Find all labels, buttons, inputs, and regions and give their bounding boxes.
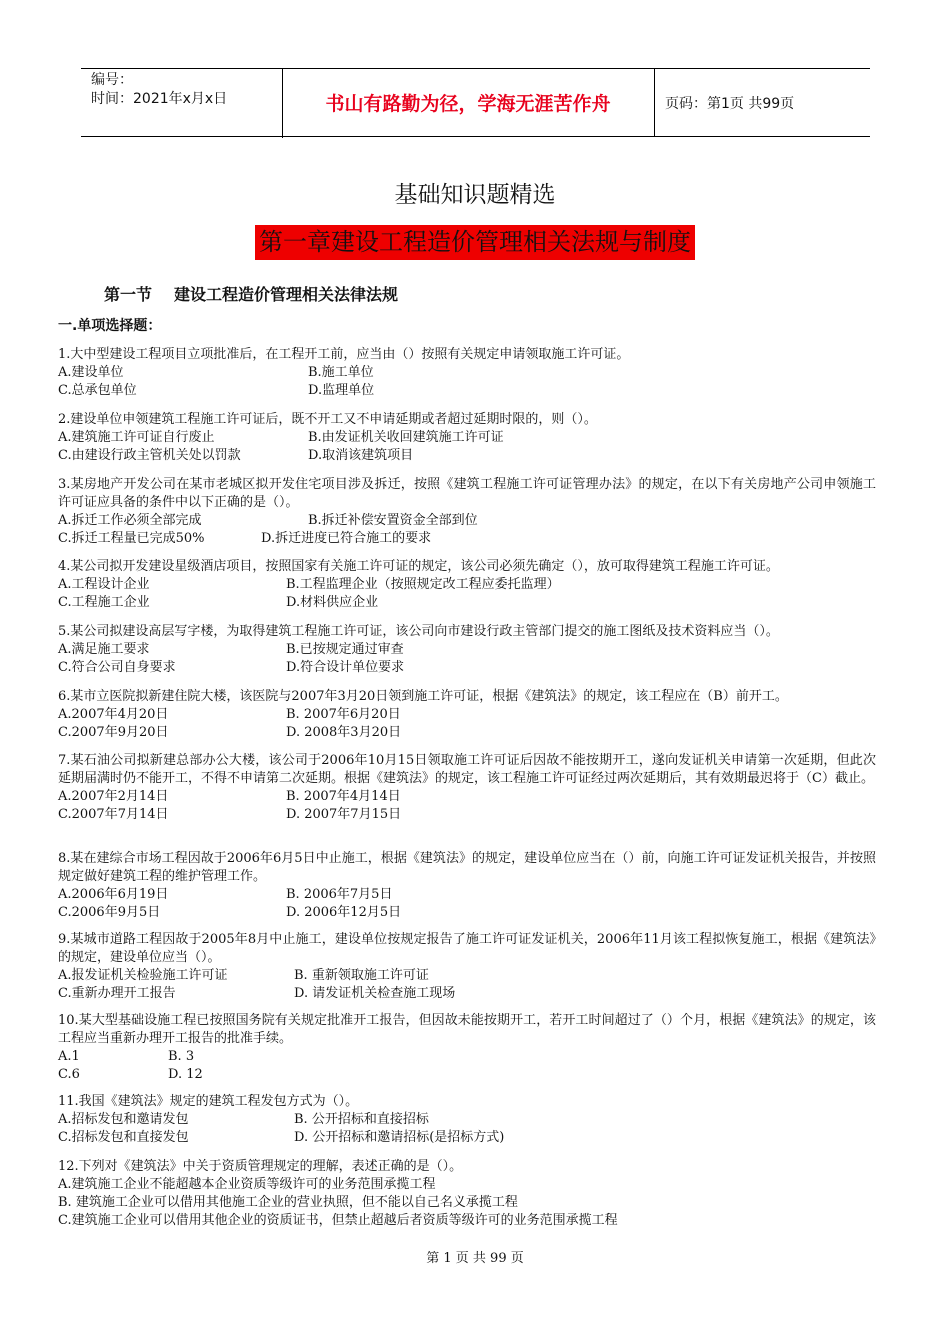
option-row <box>58 1111 876 1129</box>
option-a: A.拆迁工作必须全部完成 <box>58 513 202 528</box>
question-stem: 4.某公司拟开发建设星级酒店项目，按照国家有关施工许可证的规定，该公司必须先确定（），放可取得建筑工程施工许可证。 <box>58 559 779 574</box>
option-d: D.取消该建筑项目 <box>308 448 414 463</box>
page-info: 页码：第1页 共99页 <box>665 95 795 112</box>
option-c: C.重新办理开工报告 <box>58 986 176 1001</box>
option-row <box>58 1129 876 1147</box>
option-row <box>58 985 876 1003</box>
option-row <box>58 576 876 594</box>
option-c: C.符合公司自身要求 <box>58 660 176 675</box>
option-c: C.2006年9月5日 <box>58 905 161 920</box>
question-stem: 5.某公司拟建设高层写字楼，为取得建筑工程施工许可证，该公司向市建设行政主管部门提交的施工图纸及技术资料应当（）。 <box>58 624 779 639</box>
question-11 <box>58 1093 876 1147</box>
question-stem: 3.某房地产开发公司在某市老城区拟开发住宅项目涉及拆迁，按照《建筑工程施工许可证管理办法》的规定，在以下有关房地产公司申领施工许可证应具备的条件中以下正确的是（）。 <box>58 477 876 510</box>
question-5 <box>58 623 876 677</box>
option-row <box>58 1176 876 1194</box>
question-stem: 2.建设单位申领建筑工程施工许可证后，既不开工又不申请延期或者超过延期时限的，则（）。 <box>58 412 597 427</box>
question-2 <box>58 411 876 465</box>
option-row <box>58 1194 876 1212</box>
option-row <box>58 641 876 659</box>
option-b: B. 公开招标和直接招标 <box>294 1112 429 1127</box>
option-b: B. 2007年4月14日 <box>286 789 401 804</box>
option-row <box>58 530 876 548</box>
section-heading <box>104 282 398 305</box>
question-4 <box>58 558 876 612</box>
option-a: A.工程设计企业 <box>58 577 150 592</box>
option-b: B.施工单位 <box>308 365 374 380</box>
option-a: A.建筑施工企业不能超越本企业资质等级许可的业务范围承揽工程 <box>58 1177 436 1192</box>
option-row <box>58 382 876 400</box>
chapter-title: 第一章建设工程造价管理相关法规与制度 <box>255 225 695 260</box>
question-stem: 8.某在建综合市场工程因故于2006年6月5日中止施工，根据《建筑法》的规定，建设单位应当在（）前，向施工许可证发证机关报告，并按照规定做好建筑工程的维护管理工作。 <box>58 851 876 884</box>
option-a: A.报发证机关检验施工许可证 <box>58 968 228 983</box>
option-c: C.由建设行政主管机关处以罚款 <box>58 448 241 463</box>
question-9 <box>58 931 876 1003</box>
document-title: 基础知识题精选 <box>394 182 556 208</box>
option-a: A.2006年6月19日 <box>58 887 169 902</box>
option-c: C.招标发包和直接发包 <box>58 1130 189 1145</box>
option-a: A.建设单位 <box>58 365 124 380</box>
option-a: A.建筑施工许可证自行废止 <box>58 430 215 445</box>
option-d: D. 2007年7月15日 <box>286 807 402 822</box>
question-7 <box>58 752 876 824</box>
option-row <box>58 364 876 382</box>
option-row <box>58 659 876 677</box>
option-row <box>58 512 876 530</box>
option-a: A.1 <box>58 1049 80 1064</box>
option-b: B.已按规定通过审查 <box>286 642 404 657</box>
option-row <box>58 1048 876 1066</box>
option-row <box>58 967 876 985</box>
question-type-heading: 一.单项选择题： <box>58 318 162 334</box>
option-row <box>58 1212 876 1230</box>
option-d: D. 请发证机关检查施工现场 <box>294 986 456 1001</box>
option-b: B. 2006年7月5日 <box>286 887 393 902</box>
option-row <box>58 886 876 904</box>
option-b: B.由发证机关收回建筑施工许可证 <box>308 430 504 445</box>
option-c: C.工程施工企业 <box>58 595 150 610</box>
option-b: B.工程监理企业（按照规定改工程应委托监理） <box>286 577 560 592</box>
option-d: D.监理单位 <box>308 383 375 398</box>
number-label: 编号： <box>91 72 133 88</box>
question-stem: 9.某城市道路工程因故于2005年8月中止施工，建设单位按规定报告了施工许可证发证机关，2006年11月该工程拟恢复施工，根据《建筑法》的规定，建设单位应当（）。 <box>58 932 876 965</box>
option-row <box>58 594 876 612</box>
option-b: B. 3 <box>168 1049 195 1064</box>
question-3 <box>58 476 876 548</box>
option-b: B. 2007年6月20日 <box>286 707 401 722</box>
option-row <box>58 788 876 806</box>
chapter-title-wrap <box>0 225 950 260</box>
option-c: C.总承包单位 <box>58 383 137 398</box>
question-10 <box>58 1012 876 1084</box>
option-a: A.招标发包和邀请发包 <box>58 1112 189 1127</box>
option-d: D. 12 <box>168 1067 203 1082</box>
question-stem: 11.我国《建筑法》规定的建筑工程发包方式为（）。 <box>58 1094 359 1109</box>
option-c: C.建筑施工企业可以借用其他企业的资质证书，但禁止超越后者资质等级许可的业务范围承揽工程 <box>58 1213 618 1228</box>
option-row <box>58 429 876 447</box>
option-a: A.2007年4月20日 <box>58 707 169 722</box>
question-stem: 1.大中型建设工程项目立项批准后，在工程开工前，应当由（）按照有关规定申请领取施工许可证。 <box>58 347 630 362</box>
document-header <box>81 68 870 137</box>
option-d: D.符合设计单位要求 <box>286 660 405 675</box>
option-d: D.材料供应企业 <box>286 595 379 610</box>
option-d: D.拆迁进度已符合施工的要求 <box>261 531 432 546</box>
section-title: 建设工程造价管理相关法律法规 <box>174 285 399 304</box>
option-a: A.满足施工要求 <box>58 642 150 657</box>
question-stem: 12.下列对《建筑法》中关于资质管理规定的理解，表述正确的是（）。 <box>58 1159 463 1174</box>
option-d: D. 2006年12月5日 <box>286 905 402 920</box>
option-c: C.6 <box>58 1067 80 1082</box>
option-row <box>58 1066 876 1084</box>
question-8 <box>58 850 876 922</box>
option-row <box>58 706 876 724</box>
option-c: C.2007年7月14日 <box>58 807 169 822</box>
option-c: C.2007年9月20日 <box>58 725 169 740</box>
motto: 书山有路勤为径，学海无涯苦作舟 <box>282 69 655 136</box>
option-b: B. 建筑施工企业可以借用其他施工企业的营业执照，但不能以自己名义承揽工程 <box>58 1195 518 1210</box>
question-stem: 7.某石油公司拟新建总部办公大楼，该公司于2006年10月15日领取施工许可证后因故不能按期开工，遂向发证机关申请第一次延期，但此次延期届满时仍不能开工，不得不申请第二次延期。根据《建筑法》的规定，该工程施工许可证经过两次延期后，其有效期最迟将于（C）截止。 <box>58 753 876 786</box>
header-meta-cell <box>81 69 283 138</box>
section-number: 第一节 <box>104 285 153 304</box>
option-d: D. 2008年3月20日 <box>286 725 402 740</box>
option-row <box>58 806 876 824</box>
question-stem: 10.某大型基础设施工程已按照国务院有关规定批准开工报告，但因故未能按期开工，若开工时间超过了（）个月，根据《建筑法》的规定，该工程应当重新办理开工报告的批准手续。 <box>58 1013 876 1046</box>
option-b: B. 重新领取施工许可证 <box>294 968 429 983</box>
option-b: B.拆迁补偿安置资金全部到位 <box>308 513 478 528</box>
option-row <box>58 724 876 742</box>
page-footer: 第 1 页 共 99 页 <box>426 1251 524 1266</box>
option-row <box>58 904 876 922</box>
question-6 <box>58 688 876 742</box>
question-1 <box>58 346 876 400</box>
option-d: D. 公开招标和邀请招标(是招标方式) <box>294 1130 505 1145</box>
question-12 <box>58 1158 876 1230</box>
question-stem: 6.某市立医院拟新建住院大楼，该医院与2007年3月20日领到施工许可证，根据《建筑法》的规定，该工程应在（B）前开工。 <box>58 689 788 704</box>
option-c: C.拆迁工程量已完成50% <box>58 531 205 546</box>
time-label: 时间：2021年x月x日 <box>91 91 228 107</box>
option-row <box>58 447 876 465</box>
option-a: A.2007年2月14日 <box>58 789 169 804</box>
